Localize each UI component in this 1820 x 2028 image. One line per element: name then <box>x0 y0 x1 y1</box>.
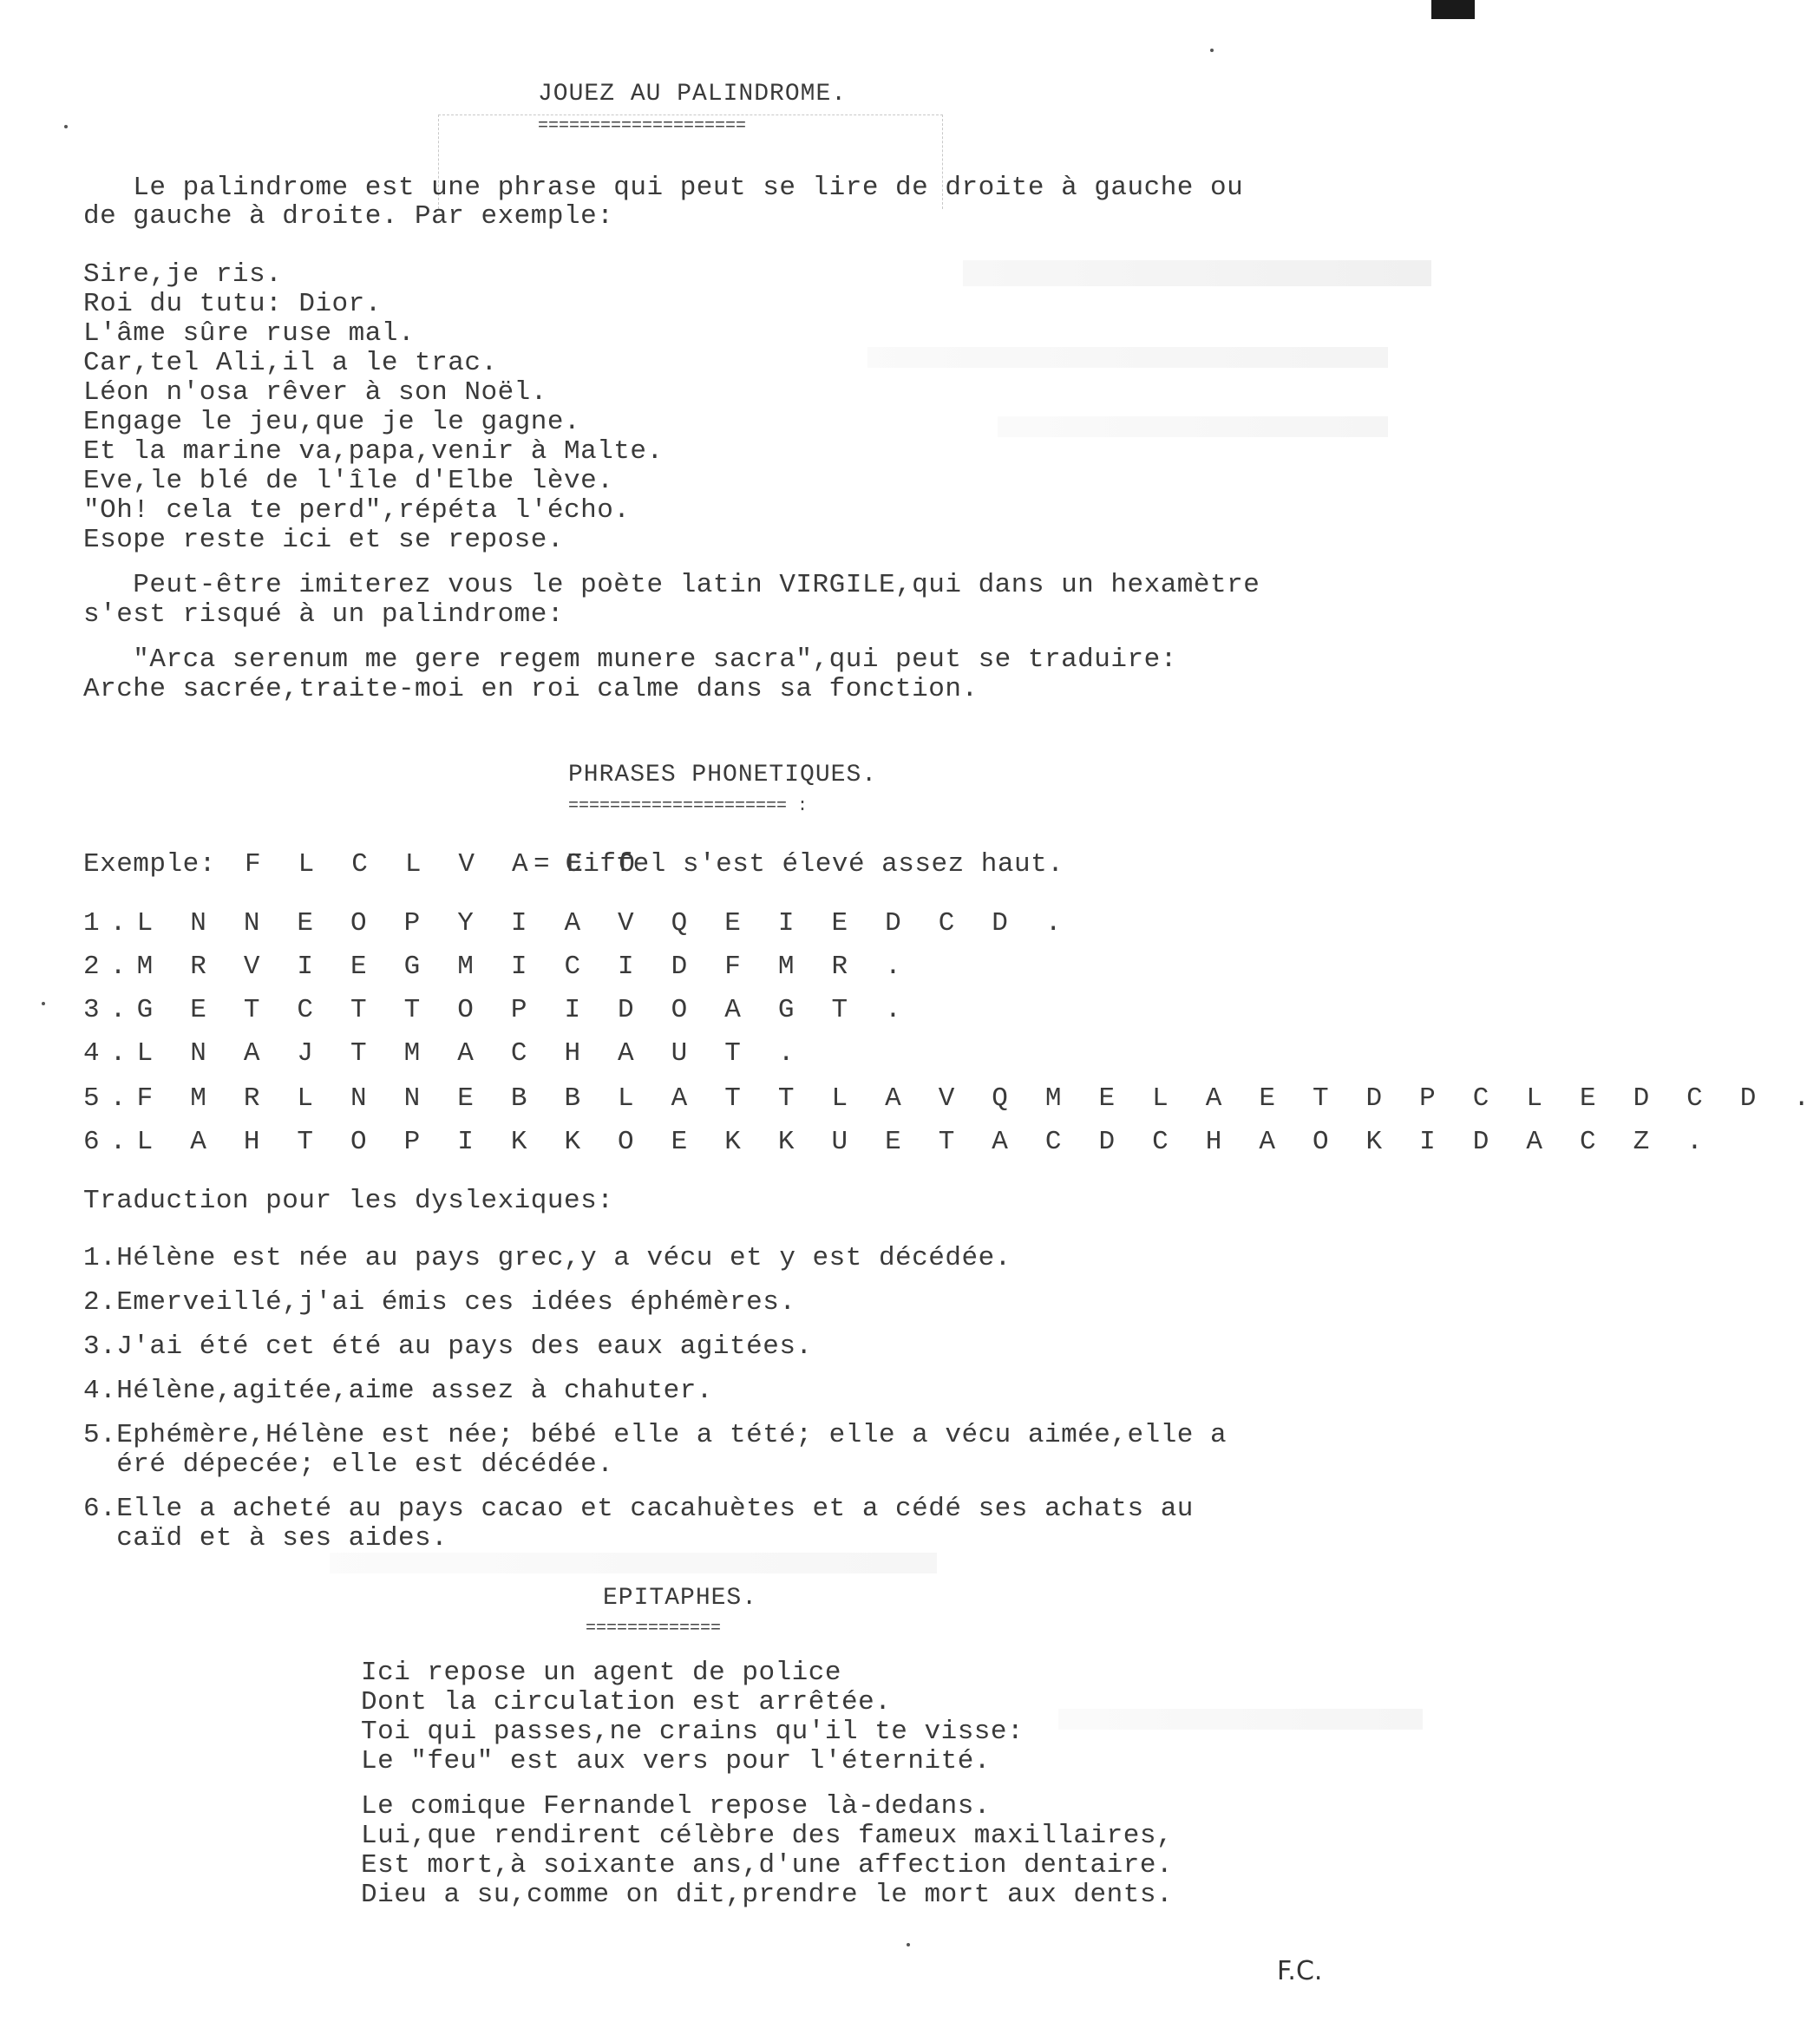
palindrome-line: Léon n'osa rêver à son Noël. <box>83 377 547 408</box>
section-title-phonetic: PHRASES PHONETIQUES. <box>568 762 878 788</box>
translation-line: 2.Emerveillé,j'ai émis ces idées éphémères. <box>83 1287 796 1318</box>
phonetic-item: 6.L A H T O P I K K O E K K U E T A C D C H A O K I D A C Z . <box>83 1127 1713 1157</box>
epitaph-line: Ici repose un agent de police <box>361 1658 841 1688</box>
bleed-through-mark <box>963 260 1431 286</box>
virgil-line: Peut-être imiterez vous le poète latin VIRGILE,qui dans un hexamètre <box>83 570 1260 600</box>
phonetic-item: 3.G E T C T T O P I D O A G T . <box>83 995 912 1025</box>
palindrome-line: Engage le jeu,que je le gagne. <box>83 407 581 437</box>
bleed-through-mark <box>867 347 1388 368</box>
title-underline: ==================== <box>538 116 747 136</box>
intro-line: Le palindrome est une phrase qui peut se lire de droite à gauche ou <box>83 173 1244 203</box>
epitaph-underline: ============= <box>586 1619 722 1639</box>
phonetic-example-letters: F L C L V A C O <box>245 849 646 880</box>
bleed-through-mark <box>998 416 1388 437</box>
phonetic-example-answer: = Eiffel s'est élevé assez haut. <box>534 849 1064 880</box>
speck <box>907 1943 910 1946</box>
palindrome-line: Roi du tutu: Dior. <box>83 289 382 319</box>
virgil-line: s'est risqué à un palindrome: <box>83 599 564 630</box>
translation-line: 3.J'ai été cet été au pays des eaux agitées. <box>83 1331 813 1362</box>
epitaph-line: Lui,que rendirent célèbre des fameux maxillaires, <box>361 1821 1174 1851</box>
phonetic-item: 4.L N A J T M A C H A U T . <box>83 1038 805 1069</box>
translation-line: 4.Hélène,agitée,aime assez à chahuter. <box>83 1376 713 1406</box>
translation-line: 1.Hélène est née au pays grec,y a vécu et y est décédée. <box>83 1243 1011 1273</box>
virgil-line: Arche sacrée,traite-moi en roi calme dans sa fonction. <box>83 674 979 704</box>
palindrome-line: Sire,je ris. <box>83 259 283 290</box>
palindrome-line: "Oh! cela te perd",répéta l'écho. <box>83 495 631 526</box>
palindrome-line: Eve,le blé de l'île d'Elbe lève. <box>83 466 614 496</box>
phonetic-item: 5.F M R L N N E B B L A T T L A V Q M E L A E T D P C L E D C D . <box>83 1083 1820 1114</box>
palindrome-line: Esope reste ici et se repose. <box>83 525 564 555</box>
author-initials: F.C. <box>1277 1956 1323 1986</box>
translation-line: caïd et à ses aides. <box>83 1523 448 1554</box>
epitaph-line: Le "feu" est aux vers pour l'éternité. <box>361 1746 991 1776</box>
epitaph-line: Le comique Fernandel repose là-dedans. <box>361 1791 991 1822</box>
intro-line: de gauche à droite. Par exemple: <box>83 201 614 232</box>
epitaph-line: Dont la circulation est arrêtée. <box>361 1687 892 1717</box>
translation-line: 5.Ephémère,Hélène est née; bébé elle a tété; elle a vécu aimée,elle a <box>83 1420 1228 1450</box>
phonetic-example-label: Exemple: <box>83 849 216 880</box>
speck <box>64 125 68 128</box>
translation-line: 6.Elle a acheté au pays cacao et cacahuètes et a cédé ses achats au <box>83 1494 1194 1524</box>
bleed-through-mark <box>1058 1709 1423 1730</box>
phonetic-item: 2.M R V I E G M I C I D F M R . <box>83 952 912 982</box>
translation-line: éré dépecée; elle est décédée. <box>83 1449 614 1480</box>
speck <box>1210 49 1214 52</box>
page-title: JOUEZ AU PALINDROME. <box>538 81 848 108</box>
virgil-line: "Arca serenum me gere regem munere sacra",qui peut se traduire: <box>83 644 1177 675</box>
section-title-epitaphs: EPITAPHES. <box>603 1585 758 1612</box>
translation-heading: Traduction pour les dyslexiques: <box>83 1186 614 1216</box>
palindrome-line: Et la marine va,papa,venir à Malte. <box>83 436 664 467</box>
epitaph-line: Toi qui passes,ne crains qu'il te visse: <box>361 1717 1025 1747</box>
bleed-through-mark <box>330 1553 937 1573</box>
palindrome-line: Car,tel Ali,il a le trac. <box>83 348 498 378</box>
palindrome-line: L'âme sûre ruse mal. <box>83 318 416 349</box>
phonetic-item: 1.L N N E O P Y I A V Q E I E D C D . <box>83 908 1072 939</box>
epitaph-line: Est mort,à soixante ans,d'une affection dentaire. <box>361 1850 1174 1881</box>
epitaph-line: Dieu a su,comme on dit,prendre le mort aux dents. <box>361 1880 1174 1910</box>
speck <box>42 1002 45 1005</box>
phonetic-underline: ===================== : <box>568 796 809 816</box>
scan-edge-mark <box>1431 0 1475 19</box>
